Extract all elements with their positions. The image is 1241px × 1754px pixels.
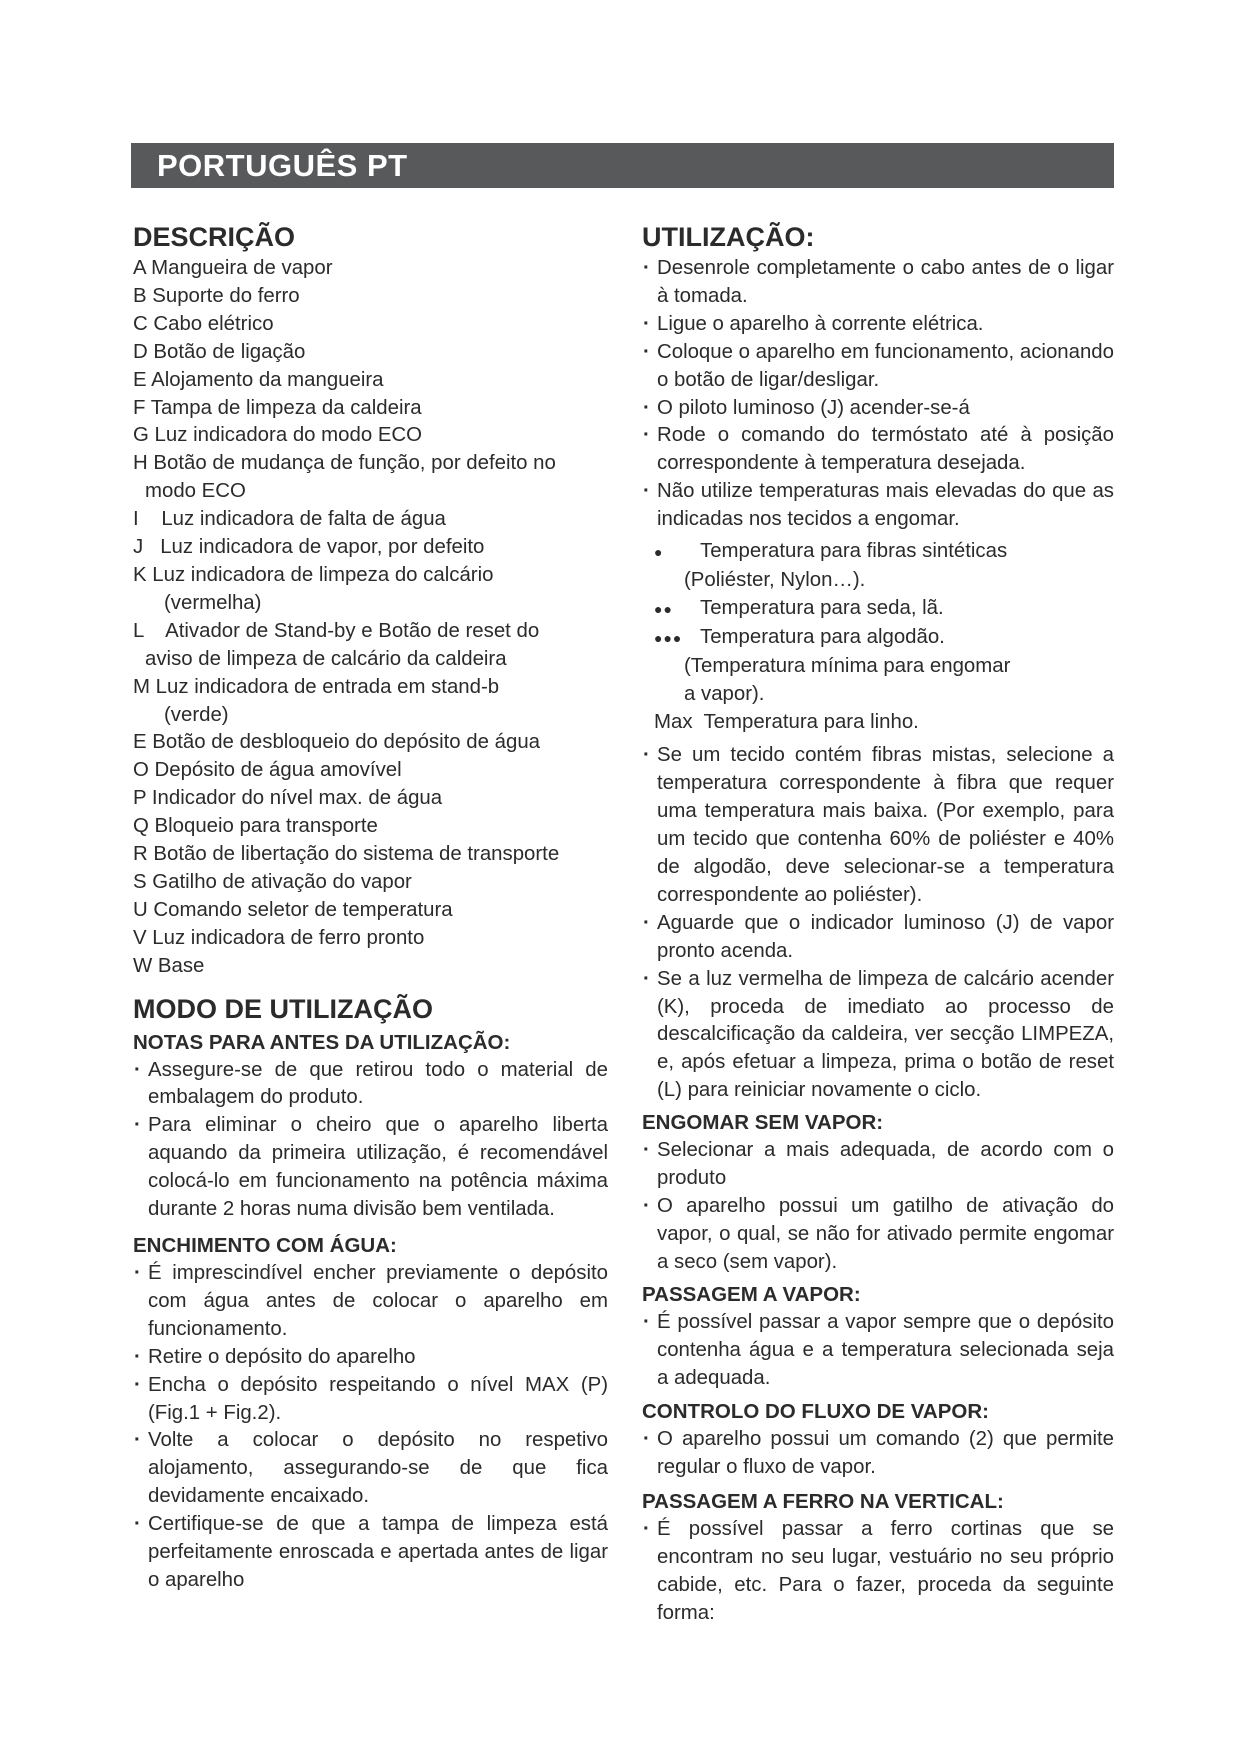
list-item: I Luz indicadora de falta de água [133, 508, 446, 531]
list-item: · Desenrole completamente o cabo antes de o ligar à tomada. [642, 255, 1114, 311]
list-item: V Luz indicadora de ferro pronto [133, 926, 425, 949]
list-item: · O aparelho possui um gatilho de ativação do vapor, o qual, se não for ativado permite engomar a seco (sem vapor). [642, 1193, 1114, 1277]
list-item: D Botão de ligação [133, 340, 306, 363]
list-item: · Ligue o aparelho à corrente elétrica. [642, 311, 1114, 339]
list-item: · Se um tecido contém fibras mistas, selecione a temperatura correspondente à fibra que requer uma temperatura mais baixa. (Por exemplo, para um tecido que contenha 60% de poliéster e 40% de algodão, deve selecionar-se a temperatura correspondente ao poliéster). [642, 742, 1114, 909]
temperature-list [642, 538, 1114, 736]
list-item: · Assegure-se de que retirou todo o material de embalagem do produto. [133, 1057, 608, 1113]
temperature-row: ●● Temperatura para seda, lã. [654, 595, 1114, 624]
right-column [642, 219, 1114, 1628]
temperature-dots-icon: ●●● [654, 629, 683, 646]
list-item: U Comando seletor de temperatura [133, 898, 453, 921]
list-item: H Botão de mudança de função, por defeito no modo ECO [133, 452, 556, 503]
list-item: C Cabo elétrico [133, 312, 274, 335]
list-item: Q Bloqueio para transporte [133, 815, 378, 838]
list-item: R Botão de libertação do sistema de transporte [133, 843, 560, 866]
list-item: A Mangueira de vapor [133, 257, 333, 279]
list-item: · Selecionar a mais adequada, de acordo com o produto [642, 1137, 1114, 1193]
list-item: · Coloque o aparelho em funcionamento, acionando o botão de ligar/desligar. [642, 339, 1114, 395]
list-item: B Suporte do ferro [133, 284, 300, 307]
list-item: S Gatilho de ativação do vapor [133, 870, 412, 893]
list-item: M Luz indicadora de entrada em stand-b (verde) [133, 675, 500, 726]
list-item: · O piloto luminoso (J) acender-se-á [642, 395, 1114, 423]
language-header-bar [131, 143, 1114, 188]
vertical-heading: PASSAGEM A FERRO NA VERTICAL: [642, 1490, 1004, 1514]
list-item: G Luz indicadora do modo ECO [133, 424, 423, 447]
list-item: · É possível passar a ferro cortinas que se encontram no seu lugar, vestuário no seu próprio cabide, etc. Para o fazer, proceda da seguinte forma: [642, 1516, 1114, 1628]
temperature-dots-icon: ●● [654, 600, 673, 617]
descricao-heading: DESCRIÇÃO [133, 222, 296, 252]
list-item: · Se a luz vermelha de limpeza de calcário acender (K), proceda de imediato ao processo de descalcificação da caldeira, ver secção LIMPEZA, e, após efetuar a limpeza, prima o botão de reset (L) para reiniciar novamente o ciclo. [642, 966, 1114, 1106]
parts-list [133, 255, 608, 981]
list-item: P Indicador do nível max. de água [133, 787, 443, 810]
temperature-row: ●●● Temperatura para algodão. (Temperatura mínima para engomar a vapor). [654, 625, 1011, 705]
list-item: · Aguarde que o indicador luminoso (J) de vapor pronto acenda. [642, 910, 1114, 966]
list-item: K Luz indicadora de limpeza do calcário (vermelha) [133, 563, 494, 614]
list-item: J Luz indicadora de vapor, por defeito [133, 536, 485, 559]
language-title: PORTUGUÊS PT [157, 148, 408, 183]
list-item: F Tampa de limpeza da caldeira [133, 396, 422, 419]
temperature-dots-icon: ● [654, 544, 664, 561]
max-temperature-line: Max Temperatura para linho. [654, 710, 919, 733]
list-item: O Depósito de água amovível [133, 759, 402, 782]
list-item: · Não utilize temperaturas mais elevadas do que as indicadas nos tecidos a engomar. [642, 478, 1114, 534]
list-item: E Botão de desbloqueio do depósito de água [133, 731, 541, 754]
utilizacao-heading: UTILIZAÇÃO: [642, 222, 815, 252]
modo-heading: MODO DE UTILIZAÇÃO [133, 993, 433, 1024]
left-column [133, 219, 608, 1595]
list-item: · Retire o depósito do aparelho [133, 1344, 608, 1372]
engomar-heading: ENGOMAR SEM VAPOR: [642, 1111, 884, 1135]
list-item: E Alojamento da mangueira [133, 368, 384, 391]
controlo-heading: CONTROLO DO FLUXO DE VAPOR: [642, 1400, 989, 1424]
list-item: W Base [133, 954, 205, 977]
list-item: · Certifique-se de que a tampa de limpeza está perfeitamente enroscada e apertada antes de ligar o aparelho [133, 1511, 608, 1595]
list-item: · Rode o comando do termóstato até à posição correspondente à temperatura desejada. [642, 422, 1114, 478]
list-item: · Para eliminar o cheiro que o aparelho liberta aquando da primeira utilização, é recomendável colocá-lo em funcionamento na potência máxima durante 2 horas numa divisão bem ventilada. [133, 1112, 608, 1224]
list-item: · É imprescindível encher previamente o depósito com água antes de colocar o aparelho em funcionamento. [133, 1260, 608, 1344]
notas-heading: NOTAS PARA ANTES DA UTILIZAÇÃO: [133, 1030, 511, 1054]
passagem-heading: PASSAGEM A VAPOR: [642, 1282, 861, 1306]
list-item: · O aparelho possui um comando (2) que permite regular o fluxo de vapor. [642, 1426, 1114, 1482]
enchimento-heading: ENCHIMENTO COM ÁGUA: [133, 1234, 397, 1257]
list-item: L Ativador de Stand-by e Botão de reset do aviso de limpeza de calcário da caldeira [133, 619, 540, 670]
list-item: · Volte a colocar o depósito no respetivo alojamento, assegurando-se de que fica devidamente encaixado. [133, 1427, 608, 1511]
list-item: · É possível passar a vapor sempre que o depósito contenha água e a temperatura selecionada seja a adequada. [642, 1309, 1114, 1393]
list-item: · Encha o depósito respeitando o nível MAX (P) (Fig.1 + Fig.2). [133, 1372, 608, 1428]
temperature-row: ● Temperatura para fibras sintéticas (Poliéster, Nylon…). [654, 540, 1008, 591]
